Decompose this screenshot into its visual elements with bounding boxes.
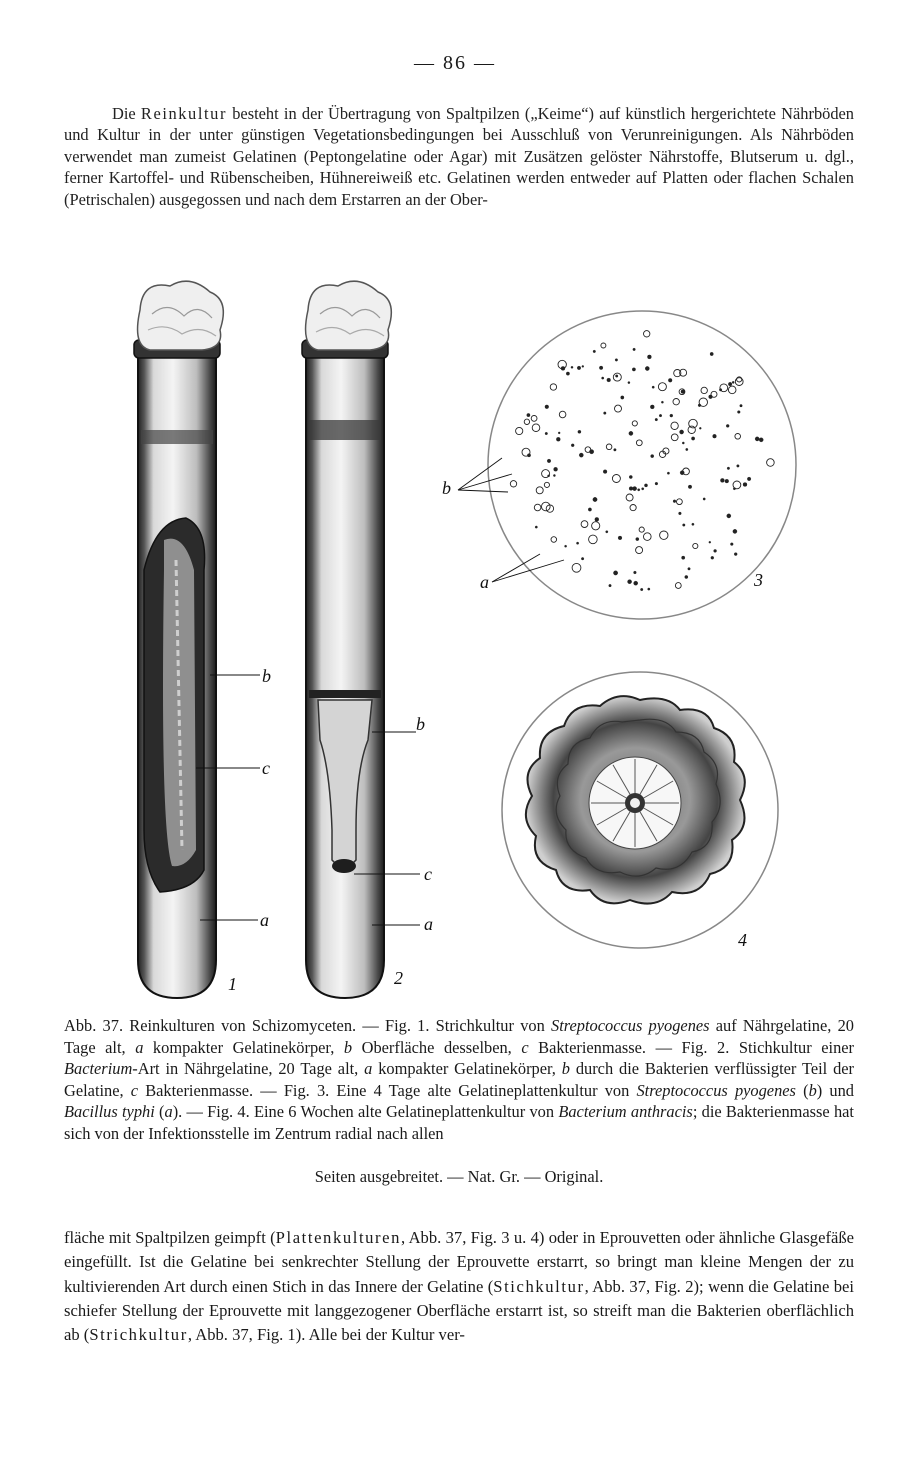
figure-abb-37	[120, 270, 800, 1010]
caption-text: (	[154, 1102, 165, 1121]
label-tube2-a: a	[424, 914, 433, 934]
label-dish3-number: 3	[754, 570, 763, 590]
colony-dot	[642, 488, 644, 490]
colony-dot	[740, 404, 743, 407]
colony-dot	[593, 497, 597, 501]
colony-dot	[571, 366, 573, 368]
petri-dish-3	[442, 311, 796, 619]
colony-dot	[725, 479, 729, 483]
colony-dot	[651, 455, 654, 458]
colony-dot	[734, 553, 737, 556]
colony-dot	[629, 431, 633, 435]
label-dish3-b: b	[442, 478, 451, 498]
colony-dot	[581, 557, 584, 560]
colony-dot	[579, 453, 583, 457]
top-paragraph	[64, 103, 854, 210]
label-tube2-number: 2	[394, 968, 403, 988]
colony-dot	[732, 381, 734, 383]
caption-italic: c	[130, 1080, 139, 1100]
caption-text: (	[795, 1080, 809, 1100]
colony-dot	[632, 368, 635, 371]
colony-dot	[553, 474, 555, 476]
caption-text: kompakter Gelatinekörper,	[143, 1037, 344, 1057]
label-tube1-c: c	[262, 758, 270, 778]
label-tube1-a: a	[260, 910, 269, 930]
colony-dot	[634, 571, 637, 574]
colony-dot	[613, 571, 617, 575]
caption-italic: a	[164, 1102, 173, 1121]
colony-dot	[667, 472, 669, 474]
colony-dot	[618, 536, 622, 540]
colony-dot	[645, 366, 649, 370]
caption-italic: b	[808, 1080, 817, 1100]
colony-dot	[668, 378, 672, 382]
caption-text: ). — Fig. 4. Eine 6 Wochen alte Gelatineplattenkultur von	[172, 1102, 559, 1121]
colony-dot	[714, 549, 717, 552]
colony-dot	[640, 588, 643, 591]
colony-dot	[607, 378, 611, 382]
colony-dot	[647, 355, 651, 359]
caption-italic: b	[561, 1059, 570, 1078]
colony-dot	[566, 372, 569, 375]
caption-italic: a	[364, 1059, 373, 1078]
colony-dot	[609, 584, 612, 587]
colony-dot	[673, 500, 676, 503]
colony-dot	[659, 414, 662, 417]
colony-dot	[535, 526, 537, 528]
caption-text: Bakterienmasse. — Fig. 2. Stichkultur einer	[528, 1037, 854, 1057]
caption-text: durch die Bakterien verflüssigter Teil der Gelatine,	[64, 1059, 854, 1100]
spaced-term: Stichkultur	[493, 1276, 585, 1296]
colony-dot	[726, 424, 729, 427]
colony-dot	[648, 588, 650, 590]
colony-dot	[683, 524, 686, 527]
colony-dot	[682, 442, 684, 444]
colony-dot	[733, 488, 735, 490]
caption-text: ) und	[816, 1080, 854, 1100]
text-run: Die	[112, 104, 141, 123]
colony-dot	[603, 470, 607, 474]
text-run: fläche mit Spaltpilzen geimpft (	[64, 1228, 276, 1247]
colony-dot	[692, 523, 694, 525]
label-tube1-b: b	[262, 666, 271, 686]
colony-dot	[728, 382, 732, 386]
colony-dot	[685, 575, 688, 578]
colony-dot	[633, 348, 636, 351]
colony-dot	[727, 514, 731, 518]
colony-dot	[652, 386, 654, 388]
colony-dot	[743, 483, 747, 487]
colony-dot	[621, 396, 624, 399]
tube-2	[302, 281, 433, 998]
colony-dot	[558, 432, 560, 434]
colony-dot	[602, 377, 604, 379]
colony-dot	[629, 487, 633, 491]
label-tube2-c: c	[424, 864, 432, 884]
colony-dot	[599, 366, 603, 370]
colony-dot	[633, 487, 637, 491]
colony-dot	[644, 484, 647, 487]
spaced-term: Strichkultur	[89, 1325, 188, 1345]
spaced-term: Reinkultur	[140, 104, 228, 123]
colony-dot	[688, 485, 692, 489]
colony-dot	[527, 413, 530, 416]
colony-dot	[737, 411, 740, 414]
colony-dot	[679, 512, 682, 515]
colony-dot	[561, 366, 565, 370]
colony-dot	[577, 366, 581, 370]
colony-dot	[606, 531, 608, 533]
colony-dot	[670, 414, 673, 417]
colony-dot	[737, 465, 740, 468]
colony-dot	[759, 438, 763, 442]
colony-dot	[755, 437, 759, 441]
colony-dot	[650, 405, 654, 409]
colony-dot	[636, 538, 639, 541]
label-tube1-number: 1	[228, 974, 237, 994]
spaced-term: Plattenkulturen	[275, 1228, 402, 1247]
colony-dot	[638, 489, 640, 491]
colony-dot	[554, 467, 558, 471]
colony-dot	[691, 437, 694, 440]
colony-dot	[576, 542, 578, 544]
colony-dot	[545, 432, 548, 435]
bottom-paragraph	[64, 1226, 854, 1347]
caption-italic: c	[521, 1037, 529, 1057]
colony-dot	[593, 350, 596, 353]
caption-italic: b	[343, 1037, 353, 1057]
caption-text: kompakter Gelatinekörper,	[372, 1059, 562, 1078]
caption-last-line: Seiten ausgebreitet. — Nat. Gr. — Original.	[314, 1167, 604, 1186]
colony-dot	[571, 444, 574, 447]
caption-text: ; die Bakterienmasse hat sich von der Infektionsstelle im Zentrum radial nach allen	[64, 1102, 854, 1143]
colony-dot	[604, 412, 607, 415]
colony-dot	[680, 471, 684, 475]
text-run: , Abb. 37, Fig. 2); wenn die Gelatine bei schiefer Stellung der Eprouvette mit langgezogener Oberfläche erstarrt ist, so streift man die Bakterien oberflächlich ab (	[64, 1276, 854, 1345]
figure-caption	[64, 1015, 854, 1144]
colony-dot	[680, 430, 684, 434]
colony-dot	[709, 541, 711, 543]
colony-dot	[634, 581, 638, 585]
text-run: besteht in der Übertragung von Spaltpilzen („Keime“) auf künstlich hergerichtete Nährböden und Kultur in der unter günstigen Vegetationsbedingungen bei Ausschluß von Verunreinigungen. Als Nährböden verwendet man zumeist Gelatinen (Peptongelatine oder Agar) mit Zusätzen gelöster Nährstoffe, Blutserum u. dgl., ferner Kartoffel- und Rübenscheiben, Hühnereiweiß etc. Gelatinen werden entweder auf Platten oder flachen Schalen (Petrischalen) ausgegossen und nach dem Erstarren an der Ober-	[64, 104, 855, 209]
caption-italic: Bacterium anthracis	[558, 1102, 693, 1121]
colony-dot	[686, 448, 688, 450]
colony-dot	[565, 545, 567, 547]
caption-text: -Art in Nährgelatine, 20 Tage alt,	[132, 1059, 365, 1078]
petri-dish-4	[502, 672, 778, 950]
colony-dot	[527, 454, 530, 457]
colony-dot	[730, 543, 733, 546]
colony-dot	[578, 430, 581, 433]
colony-dot	[699, 427, 701, 429]
text-run: , Abb. 37, Fig. 3 u. 4) oder in Eprouvetten oder ähnliche Glasgefäße eingefüllt. Ist die Gelatine bei senkrechter Stellung der Eprouvette erstarrt, so bringt man kleine Mengen der zu kultivierenden Art durch einen Stich in das Innere der Gelatine (	[64, 1228, 854, 1296]
colony-dot	[628, 382, 630, 384]
colony-dot	[661, 401, 663, 403]
caption-text: Oberfläche desselben,	[352, 1037, 522, 1057]
colony-dot	[545, 405, 549, 409]
colony-dot	[595, 517, 599, 521]
tube-1	[134, 281, 271, 998]
caption-italic: a	[135, 1037, 144, 1057]
colony-dot	[727, 467, 730, 470]
label-dish4-number: 4	[738, 930, 747, 950]
label-dish3-a: a	[480, 572, 489, 592]
colony-dot	[688, 568, 691, 571]
colony-dot	[747, 477, 751, 481]
colony-dot	[548, 475, 550, 477]
colony-dot	[703, 498, 705, 500]
colony-dot	[582, 365, 584, 367]
caption-text: Bakterienmasse. — Fig. 3. Eine 4 Tage alte Gelatineplattenkultur von	[138, 1080, 637, 1100]
colony-dot	[713, 434, 717, 438]
caption-text: Abb. 37. Reinkulturen von Schizomyceten. — Fig. 1. Strichkultur von	[64, 1016, 551, 1035]
colony-dot	[710, 352, 713, 355]
colony-dot	[711, 556, 714, 559]
colony-dot	[655, 418, 658, 421]
caption-text: auf Nährgelatine, 20 Tage alt,	[64, 1016, 854, 1057]
liquefaction-surface	[309, 690, 381, 698]
colony-dot	[556, 437, 560, 441]
colony-dot	[614, 449, 617, 452]
caption-italic: Streptococcus pyogenes	[636, 1080, 796, 1100]
caption-italic: Streptococcus pyogenes	[551, 1016, 710, 1035]
colony-dot	[628, 580, 632, 584]
colony-dot	[615, 359, 618, 362]
colony-dot	[720, 478, 724, 482]
text-run: , Abb. 37, Fig. 1). Alle bei der Kultur ver-	[187, 1325, 465, 1345]
colony-dot	[629, 475, 632, 478]
colony-dot	[682, 556, 685, 559]
colony-dot	[588, 508, 591, 511]
colony-dot	[655, 482, 658, 485]
label-tube2-b: b	[416, 714, 425, 734]
colony-dot	[615, 375, 618, 378]
colony-dot	[733, 529, 737, 533]
caption-italic: Bacillus typhi	[64, 1102, 155, 1121]
caption-italic: Bacterium	[64, 1059, 133, 1078]
colony-dot	[547, 459, 551, 463]
page-number: — 86 —	[414, 52, 496, 74]
